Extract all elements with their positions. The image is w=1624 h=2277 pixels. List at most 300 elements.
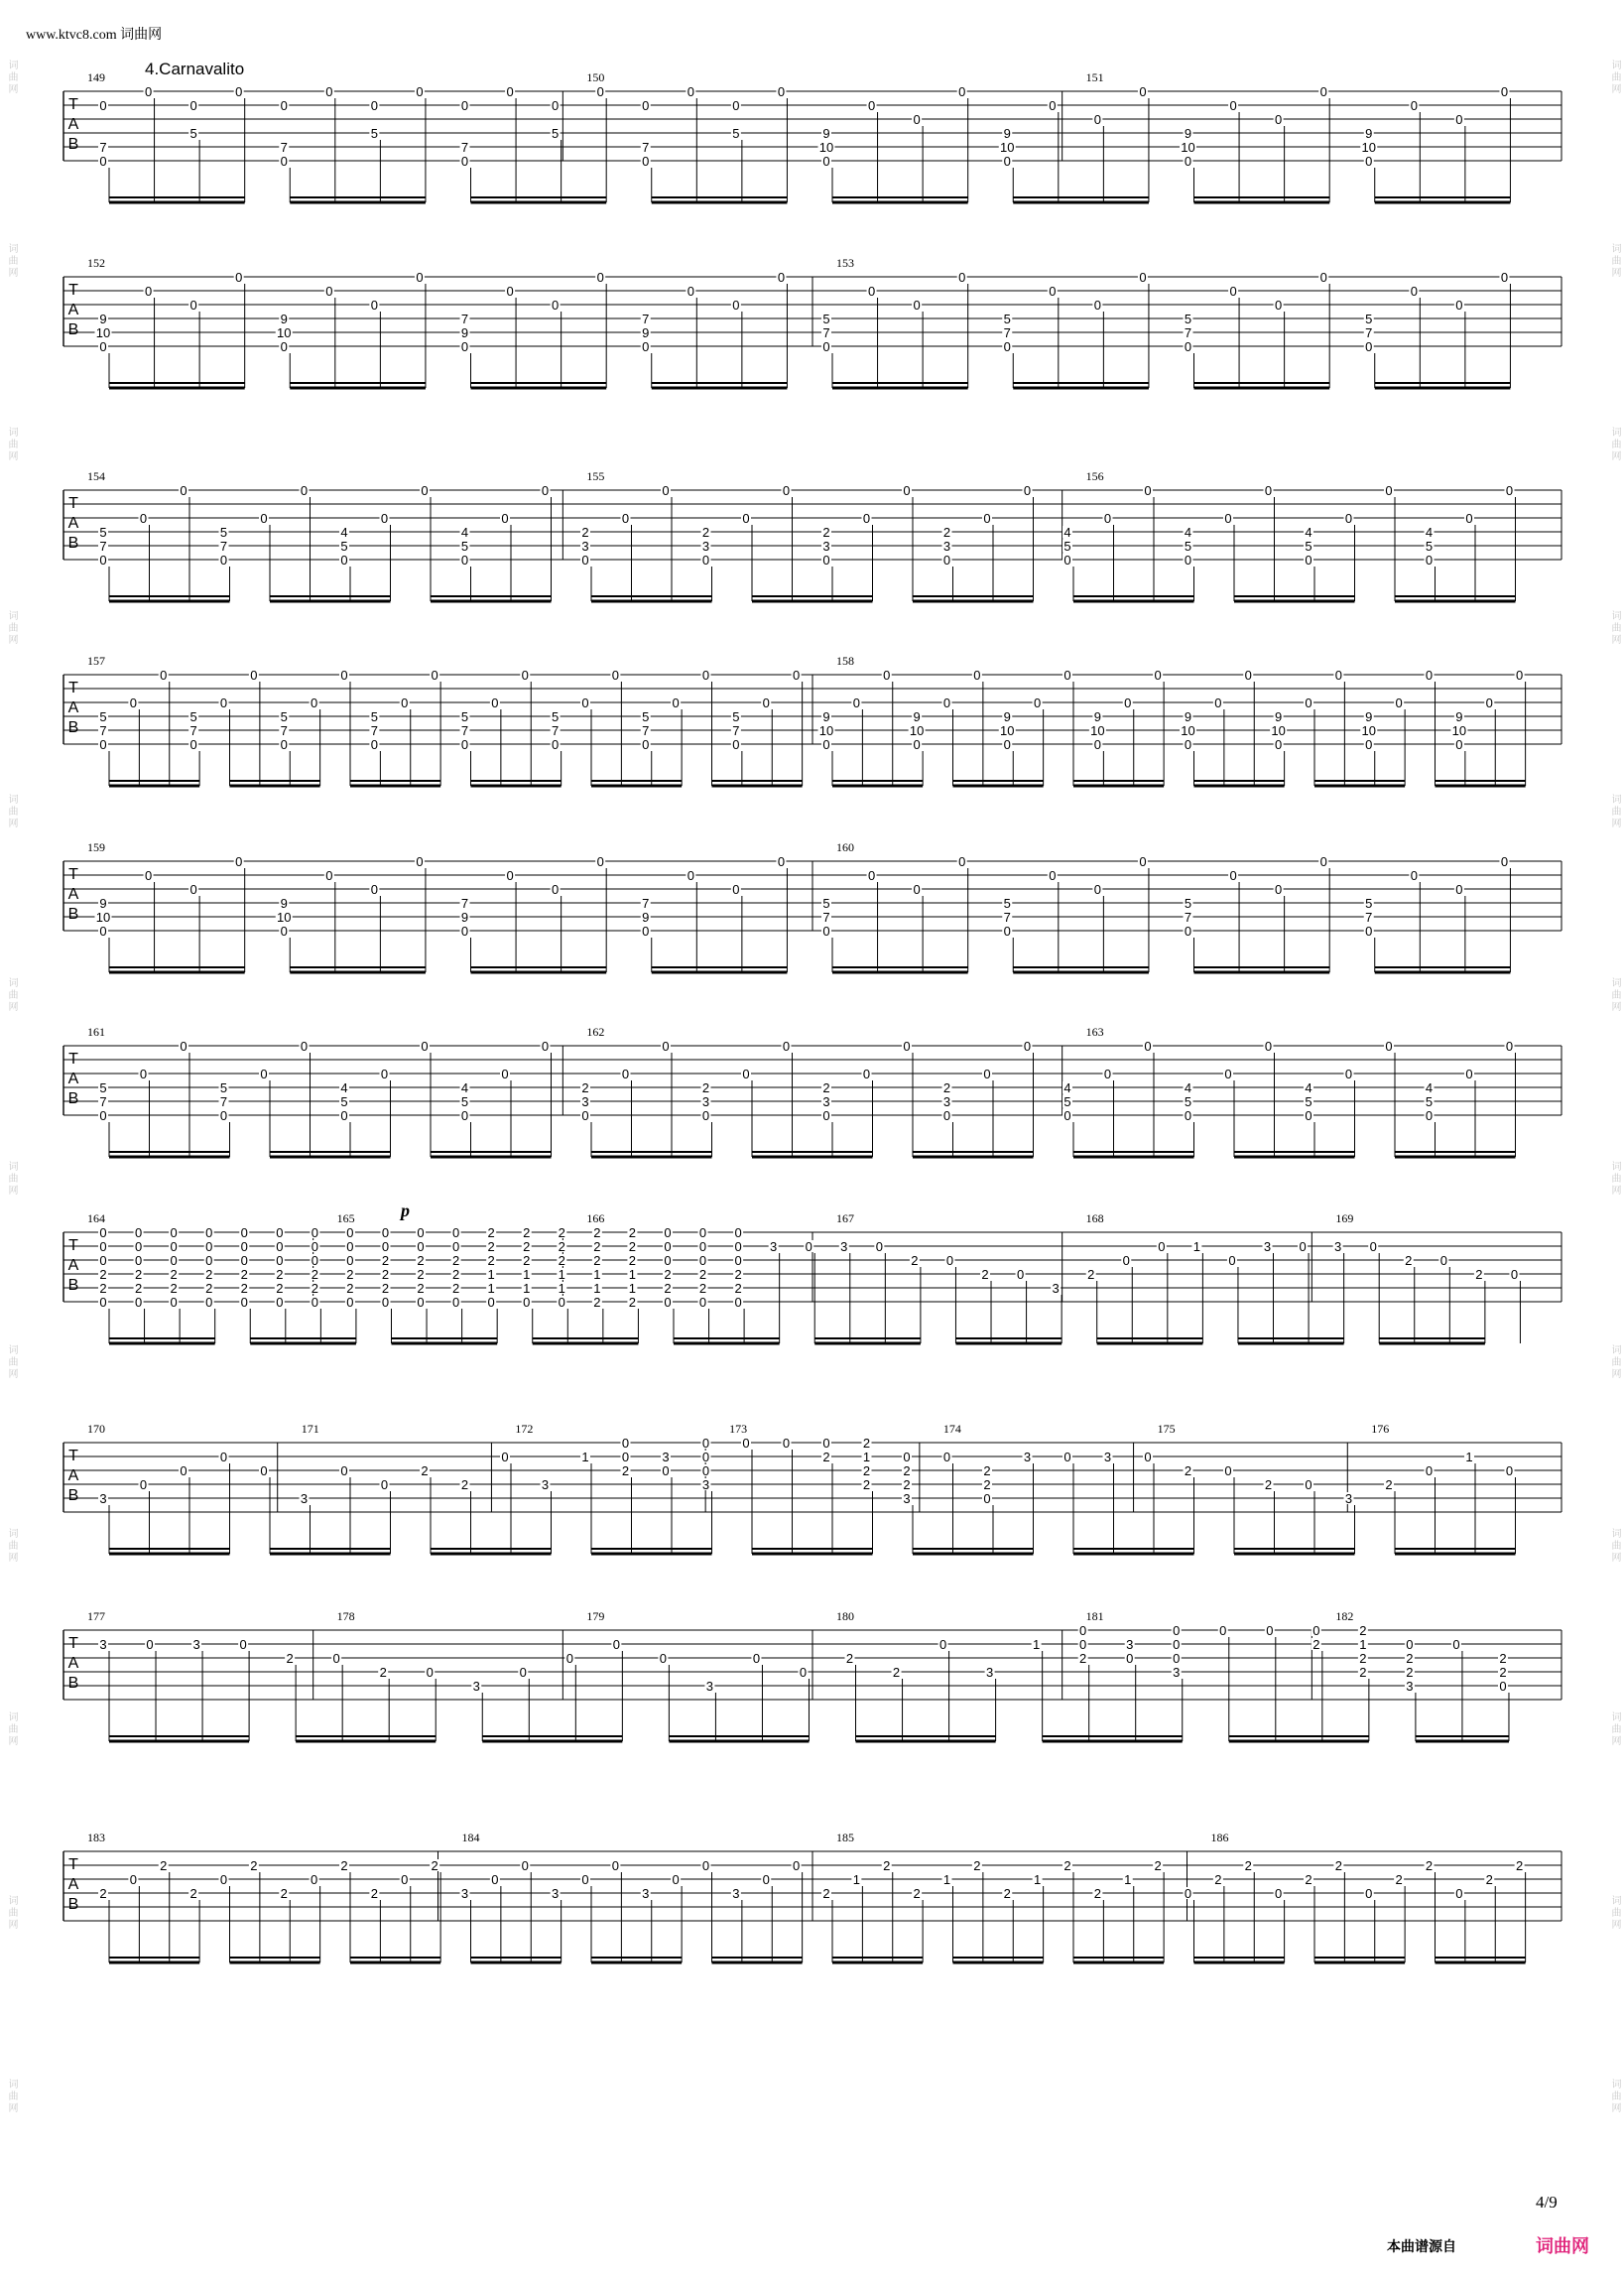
fret-number: 0 <box>1122 1253 1130 1268</box>
fret-number: 2 <box>981 1267 989 1282</box>
fret-number: 0 <box>958 270 966 285</box>
fret-number: 0 <box>460 924 469 939</box>
measure-number: 182 <box>1335 1609 1354 1623</box>
fret-number: 0 <box>205 1253 213 1268</box>
fret-number: 4 <box>340 1080 348 1095</box>
fret-number: 9 <box>99 896 107 911</box>
piece-title: 4.Carnavalito <box>145 60 245 78</box>
fret-number: 0 <box>642 924 650 939</box>
fret-number: 0 <box>99 1295 107 1310</box>
fret-number: 2 <box>892 1665 901 1680</box>
fret-number: 2 <box>822 1886 830 1901</box>
fret-number: 2 <box>1499 1651 1507 1666</box>
tab-clef-letter: B <box>67 535 79 552</box>
tab-clef-letter: A <box>67 1071 79 1087</box>
fret-number: 0 <box>565 1651 573 1666</box>
fret-number: 0 <box>1365 1886 1373 1901</box>
fret-number: 9 <box>1365 709 1373 724</box>
fret-number: 2 <box>1087 1267 1095 1282</box>
fret-number: 0 <box>1499 1679 1507 1694</box>
fret-number: 3 <box>1052 1281 1060 1296</box>
fret-number: 0 <box>913 298 921 313</box>
fret-number: 0 <box>235 84 243 99</box>
fret-number: 2 <box>1359 1651 1367 1666</box>
fret-number: 0 <box>160 668 168 683</box>
fret-number: 0 <box>134 1253 143 1268</box>
fret-number: 0 <box>240 1239 248 1254</box>
fret-number: 0 <box>1184 737 1192 752</box>
fret-number: 0 <box>799 1665 808 1680</box>
fret-number: 3 <box>701 1094 710 1109</box>
fret-number: 0 <box>552 298 560 313</box>
fret-number: 2 <box>913 1886 921 1901</box>
fret-number: 0 <box>1093 882 1101 897</box>
fret-number: 2 <box>593 1239 601 1254</box>
fret-number: 0 <box>596 270 604 285</box>
measure-number: 156 <box>1085 469 1104 483</box>
fret-number: 2 <box>1406 1665 1414 1680</box>
fret-number: 1 <box>1192 1239 1201 1254</box>
fret-number: 0 <box>311 1295 318 1310</box>
fret-number: 9 <box>280 312 288 326</box>
fret-number: 2 <box>593 1295 601 1310</box>
fret-number: 10 <box>1000 723 1015 738</box>
fret-number: 0 <box>1455 737 1463 752</box>
fret-number: 7 <box>460 312 469 326</box>
footer-logo[interactable]: 词曲网 <box>1536 2236 1589 2256</box>
fret-number: 0 <box>903 1450 911 1464</box>
fret-number: 2 <box>581 525 589 540</box>
fret-number: 0 <box>99 737 107 752</box>
measure-number: 160 <box>836 840 854 854</box>
fret-number: 0 <box>822 924 830 939</box>
fret-number: 4 <box>1305 1080 1312 1095</box>
fret-number: 5 <box>99 709 107 724</box>
fret-number: 2 <box>189 1886 197 1901</box>
fret-number: 2 <box>280 1886 288 1901</box>
fret-number: 2 <box>942 525 951 540</box>
fret-number: 0 <box>1184 1108 1192 1123</box>
fret-number: 2 <box>1516 1858 1524 1873</box>
measure-number: 168 <box>1085 1211 1104 1225</box>
fret-number: 4 <box>340 525 348 540</box>
fret-number: 0 <box>1224 1067 1232 1081</box>
measure-number: 178 <box>336 1609 355 1623</box>
fret-number: 1 <box>523 1281 531 1296</box>
fret-number: 0 <box>1500 854 1509 869</box>
fret-number: 0 <box>822 154 830 169</box>
fret-number: 0 <box>1465 1067 1473 1081</box>
fret-number: 10 <box>818 723 834 738</box>
fret-number: 2 <box>1063 1858 1071 1873</box>
fret-number: 0 <box>134 1225 143 1240</box>
fret-number: 0 <box>99 1239 107 1254</box>
fret-number: 0 <box>340 1108 348 1123</box>
fret-number: 1 <box>593 1267 601 1282</box>
fret-number: 2 <box>903 1463 911 1478</box>
watermark: 词曲网 <box>1609 794 1620 829</box>
fret-number: 0 <box>581 1872 589 1887</box>
fret-number: 2 <box>451 1267 460 1282</box>
fret-number: 4 <box>1305 525 1312 540</box>
fret-number: 0 <box>170 1253 178 1268</box>
fret-number: 0 <box>139 1067 148 1081</box>
fret-number: 0 <box>732 882 740 897</box>
fret-number: 7 <box>552 723 560 738</box>
fret-number: 2 <box>698 1281 707 1296</box>
fret-number: 0 <box>519 1665 527 1680</box>
fret-number: 0 <box>701 1436 710 1451</box>
fret-number: 0 <box>380 511 389 526</box>
fret-number: 10 <box>909 723 925 738</box>
fret-number: 0 <box>942 1108 951 1123</box>
fret-number: 0 <box>1275 298 1283 313</box>
fret-number: 5 <box>370 709 378 724</box>
fret-number: 3 <box>1103 1450 1112 1464</box>
fret-number: 0 <box>1266 1623 1274 1638</box>
fret-number: 0 <box>129 696 137 710</box>
fret-number: 0 <box>1093 737 1101 752</box>
fret-number: 5 <box>460 1094 469 1109</box>
fret-number: 0 <box>1500 270 1509 285</box>
fret-number: 5 <box>1425 1094 1434 1109</box>
fret-number: 3 <box>1023 1450 1032 1464</box>
fret-number: 9 <box>1093 709 1101 724</box>
fret-number: 5 <box>1425 539 1434 554</box>
fret-number: 0 <box>659 1651 668 1666</box>
fret-number: 0 <box>1275 112 1283 127</box>
fret-number: 7 <box>219 539 228 554</box>
fret-number: 2 <box>1406 1651 1414 1666</box>
fret-number: 4 <box>460 1080 469 1095</box>
fret-number: 0 <box>621 1067 630 1081</box>
fret-number: 0 <box>945 1253 954 1268</box>
fret-number: 0 <box>260 1067 268 1081</box>
fret-number: 10 <box>95 325 111 340</box>
fret-number: 0 <box>346 1239 354 1254</box>
tab-clef-letter: B <box>67 136 79 153</box>
fret-number: 1 <box>558 1267 565 1282</box>
fret-number: 0 <box>913 737 921 752</box>
fret-number: 5 <box>99 525 107 540</box>
fret-number: 3 <box>581 1094 589 1109</box>
fret-number: 2 <box>205 1281 213 1296</box>
fret-number: 2 <box>381 1267 390 1282</box>
watermark: 词曲网 <box>6 977 17 1013</box>
fret-number: 0 <box>541 1039 550 1054</box>
fret-number: 0 <box>1049 868 1057 883</box>
fret-number: 0 <box>417 1239 425 1254</box>
fret-number: 0 <box>1049 284 1057 299</box>
fret-number: 2 <box>628 1225 637 1240</box>
watermark: 词曲网 <box>6 1528 17 1564</box>
measure-number: 172 <box>515 1422 534 1436</box>
fret-number: 9 <box>822 126 830 141</box>
fret-number: 2 <box>381 1253 390 1268</box>
fret-number: 10 <box>1451 723 1467 738</box>
fret-number: 0 <box>300 1039 309 1054</box>
fret-number: 10 <box>1090 723 1105 738</box>
fret-number: 7 <box>99 1094 107 1109</box>
fret-number: 7 <box>642 896 650 911</box>
fret-number: 0 <box>460 553 469 568</box>
fret-number: 0 <box>1406 1637 1414 1652</box>
fret-number: 0 <box>144 84 153 99</box>
fret-number: 0 <box>701 1858 710 1873</box>
fret-number: 0 <box>552 737 560 752</box>
fret-number: 0 <box>1410 284 1418 299</box>
fret-number: 0 <box>219 553 228 568</box>
fret-number: 0 <box>642 98 650 113</box>
fret-number: 7 <box>1365 910 1373 925</box>
fret-number: 0 <box>146 1637 154 1652</box>
fret-number: 0 <box>239 1637 247 1652</box>
watermark: 词曲网 <box>6 610 17 646</box>
fret-number: 0 <box>805 1239 812 1254</box>
fret-number: 7 <box>99 539 107 554</box>
fret-number: 0 <box>687 868 694 883</box>
fret-number: 0 <box>1455 882 1463 897</box>
fret-number: 0 <box>1365 154 1373 169</box>
fret-number: 1 <box>628 1267 637 1282</box>
fret-number: 0 <box>240 1225 248 1240</box>
fret-number: 0 <box>1275 737 1283 752</box>
fret-number: 2 <box>205 1267 213 1282</box>
fret-number: 0 <box>401 696 409 710</box>
fret-number: 7 <box>1003 910 1011 925</box>
fret-number: 0 <box>1452 1637 1460 1652</box>
fret-number: 0 <box>938 1637 947 1652</box>
fret-number: 0 <box>1103 511 1112 526</box>
fret-number: 0 <box>698 1253 707 1268</box>
fret-number: 2 <box>862 1436 871 1451</box>
fret-number: 0 <box>180 1039 187 1054</box>
fret-number: 9 <box>822 709 830 724</box>
fret-number: 2 <box>1395 1872 1403 1887</box>
fret-number: 2 <box>558 1253 565 1268</box>
tab-clef-letter: A <box>67 1655 79 1672</box>
fret-number: 2 <box>983 1463 991 1478</box>
fret-number: 5 <box>1184 539 1192 554</box>
fret-number: 0 <box>1214 696 1222 710</box>
watermark: 词曲网 <box>1609 610 1620 646</box>
fret-number: 3 <box>99 1491 107 1506</box>
fret-number: 2 <box>628 1239 637 1254</box>
fret-number: 0 <box>460 1108 469 1123</box>
measure-number: 162 <box>586 1025 605 1039</box>
fret-number: 0 <box>732 737 740 752</box>
fret-number: 0 <box>862 511 871 526</box>
fret-number: 0 <box>1305 1477 1312 1492</box>
fret-number: 0 <box>642 737 650 752</box>
fret-number: 9 <box>460 325 469 340</box>
fret-number: 0 <box>460 339 469 354</box>
fret-number: 0 <box>1126 1651 1134 1666</box>
site-header[interactable]: www.ktvc8.com 词曲网 <box>26 28 163 43</box>
fret-number: 2 <box>276 1267 284 1282</box>
fret-number: 5 <box>1184 312 1192 326</box>
fret-number: 5 <box>340 1094 348 1109</box>
fret-number: 7 <box>99 723 107 738</box>
fret-number: 0 <box>983 511 991 526</box>
fret-number: 3 <box>1126 1637 1134 1652</box>
tab-clef-letter: T <box>68 495 78 512</box>
fret-number: 4 <box>1063 1080 1071 1095</box>
fret-number: 2 <box>99 1281 107 1296</box>
fret-number: 10 <box>1181 140 1195 155</box>
fret-number: 5 <box>732 126 740 141</box>
fret-number: 7 <box>1365 325 1373 340</box>
fret-number: 0 <box>99 339 107 354</box>
fret-number: 0 <box>240 1253 248 1268</box>
fret-number: 5 <box>280 709 288 724</box>
fret-number: 3 <box>541 1477 550 1492</box>
fret-number: 2 <box>379 1665 387 1680</box>
fret-number: 3 <box>1173 1665 1181 1680</box>
measure-number: 154 <box>87 469 105 483</box>
fret-number: 2 <box>276 1281 284 1296</box>
fret-number: 0 <box>558 1295 565 1310</box>
fret-number: 5 <box>1184 1094 1192 1109</box>
fret-number: 0 <box>687 284 694 299</box>
fret-number: 0 <box>235 270 243 285</box>
fret-number: 7 <box>732 723 740 738</box>
fret-number: 0 <box>1079 1623 1087 1638</box>
watermark: 词曲网 <box>6 1895 17 1931</box>
fret-number: 0 <box>867 868 876 883</box>
fret-number: 0 <box>1299 1239 1307 1254</box>
fret-number: 2 <box>346 1267 354 1282</box>
measure-number: 163 <box>1085 1025 1104 1039</box>
fret-number: 0 <box>1510 1267 1519 1282</box>
fret-number: 0 <box>1219 1623 1227 1638</box>
fret-number: 2 <box>621 1463 630 1478</box>
fret-number: 0 <box>451 1295 460 1310</box>
measure-number: 179 <box>586 1609 605 1623</box>
fret-number: 5 <box>732 709 740 724</box>
fret-number: 0 <box>99 1225 107 1240</box>
fret-number: 2 <box>558 1239 565 1254</box>
fret-number: 0 <box>300 483 309 498</box>
fret-number: 0 <box>380 1067 389 1081</box>
fret-number: 9 <box>1455 709 1463 724</box>
fret-number: 0 <box>416 84 424 99</box>
watermark: 词曲网 <box>1609 2079 1620 2114</box>
fret-number: 5 <box>552 126 560 141</box>
fret-number: 0 <box>1173 1637 1181 1652</box>
fret-number: 0 <box>1455 298 1463 313</box>
fret-number: 0 <box>1229 868 1237 883</box>
fret-number: 2 <box>160 1858 168 1873</box>
fret-number: 0 <box>1144 483 1152 498</box>
fret-number: 2 <box>973 1858 981 1873</box>
fret-number: 7 <box>370 723 378 738</box>
fret-number: 2 <box>845 1651 854 1666</box>
fret-number: 2 <box>862 1477 871 1492</box>
tab-clef-letter: B <box>67 1675 79 1692</box>
measure-number: 169 <box>1335 1211 1354 1225</box>
fret-number: 10 <box>1361 140 1376 155</box>
fret-number: 0 <box>451 1225 460 1240</box>
fret-number: 0 <box>611 668 619 683</box>
fret-number: 0 <box>340 1463 348 1478</box>
fret-number: 0 <box>417 1295 425 1310</box>
fret-number: 1 <box>523 1267 531 1282</box>
fret-number: 0 <box>1023 1039 1032 1054</box>
fret-number: 0 <box>777 854 786 869</box>
fret-number: 0 <box>1505 483 1514 498</box>
fret-number: 1 <box>1034 1872 1042 1887</box>
fret-number: 0 <box>664 1295 672 1310</box>
fret-number: 0 <box>1144 1039 1152 1054</box>
measure-number: 181 <box>1085 1609 1104 1623</box>
measure-number: 185 <box>836 1831 854 1844</box>
fret-number: 3 <box>942 1094 951 1109</box>
fret-number: 0 <box>1344 511 1353 526</box>
fret-number: 1 <box>862 1450 871 1464</box>
fret-number: 0 <box>581 553 589 568</box>
fret-number: 2 <box>170 1267 178 1282</box>
fret-number: 5 <box>189 709 197 724</box>
fret-number: 2 <box>1405 1253 1413 1268</box>
tab-clef-letter: A <box>67 1876 79 1893</box>
fret-number: 2 <box>942 1080 951 1095</box>
fret-number: 0 <box>451 1239 460 1254</box>
fret-number: 10 <box>1361 723 1376 738</box>
fret-number: 2 <box>487 1225 495 1240</box>
fret-number: 0 <box>144 284 153 299</box>
fret-number: 0 <box>1275 1886 1283 1901</box>
fret-number: 0 <box>762 1872 770 1887</box>
fret-number: 9 <box>1184 126 1192 141</box>
fret-number: 0 <box>189 882 197 897</box>
fret-number: 2 <box>1003 1886 1011 1901</box>
fret-number: 7 <box>642 723 650 738</box>
fret-number: 0 <box>1049 98 1057 113</box>
fret-number: 0 <box>416 854 424 869</box>
fret-number: 2 <box>311 1281 318 1296</box>
fret-number: 2 <box>983 1477 991 1492</box>
fret-number: 0 <box>1124 696 1132 710</box>
fret-number: 2 <box>664 1267 672 1282</box>
fret-number: 0 <box>460 154 469 169</box>
fret-number: 0 <box>280 339 288 354</box>
tab-clef-letter: T <box>68 680 78 696</box>
measure-number: 150 <box>586 70 605 84</box>
fret-number: 0 <box>822 339 830 354</box>
fret-number: 0 <box>742 511 750 526</box>
measure-number: 183 <box>87 1831 105 1844</box>
fret-number: 0 <box>381 1239 390 1254</box>
watermark: 词曲网 <box>1609 1344 1620 1380</box>
fret-number: 3 <box>460 1886 469 1901</box>
fret-number: 2 <box>99 1886 107 1901</box>
fret-number: 0 <box>219 696 228 710</box>
fret-number: 0 <box>280 154 288 169</box>
fret-number: 5 <box>822 896 830 911</box>
fret-number: 0 <box>501 1067 509 1081</box>
fret-number: 2 <box>1154 1858 1162 1873</box>
fret-number: 0 <box>1093 112 1101 127</box>
fret-number: 7 <box>1184 325 1192 340</box>
fret-number: 0 <box>260 511 268 526</box>
fret-number: 2 <box>1264 1477 1273 1492</box>
fret-number: 7 <box>1003 325 1011 340</box>
fret-number: 4 <box>1425 525 1434 540</box>
dynamic-mark-p: p <box>401 1201 410 1220</box>
fret-number: 1 <box>487 1281 495 1296</box>
fret-number: 3 <box>705 1679 714 1694</box>
